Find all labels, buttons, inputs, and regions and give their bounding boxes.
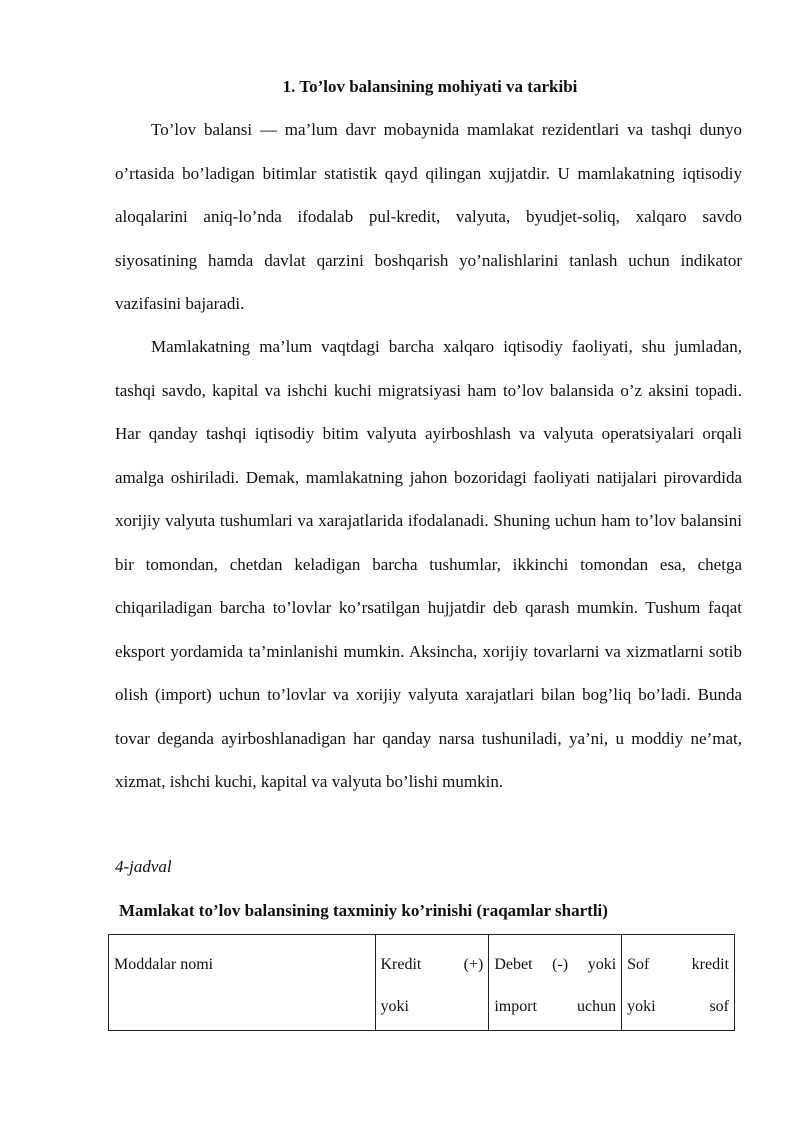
header-cell-credit-line2: yoki [380,998,409,1015]
table-title: Mamlakat to’lov balansining taxminiy ko’rinishi (raqamlar shartli) [119,901,608,920]
paragraph-1: To’lov balansi — ma’lum davr mobaynida mamlakat rezidentlari va tashqi dunyo o’rtasida bo’ladigan bitimlar statistik qayd qilingan xujjatdir. U mamlakatning iqtisodiy aloqalarini aniq-lo’nda ifodalab pul-kredit, valyuta, byudjet-soliq, xalqaro savdo siyosatining hamda davlat qarzini boshqarish yo’nalishlarini tanlash uchun indikator vazifasini bajaradi. [115,120,742,313]
header-cell-net-line1: Sof kredit [627,956,729,973]
table-header-row [109,935,735,1031]
header-cell-credit-line1: Kredit (+) [380,956,484,973]
header-cell-net-line2: yoki sof [627,998,729,1015]
paragraph-2: Mamlakatning ma’lum vaqtdagi barcha xalqaro iqtisodiy faoliyati, shu jumladan, tashqi savdo, kapital va ishchi kuchi migratsiyasi ham to’lov balansida o’z aksini topadi. Har qanday tashqi iqtisodiy bitim valyuta ayirboshlash va valyuta operatsiyalari orqali amalga oshiriladi. Demak, mamlakatning jahon bozoridagi faoliyati natijalari pirovardida xorijiy valyuta tushumlari va xarajatlarida ifodalanadi. Shuning uchun ham to’lov balansini bir tomondan, chetdan keladigan barcha tushumlar, ikkinchi tomondan esa, chetga chiqariladigan barcha to’lovlar ko’rsatilgan hujjatdir deb qarash mumkin. Tushum faqat eksport yordamida ta’minlanishi mumkin. Aksincha, xorijiy tovarlarni va xizmatlarni sotib olish (import) uchun to’lovlar va xorijiy valyuta xarajatlari bilan bog’liq bo’ladi. Bunda tovar deganda ayirboshlanadigan har qanday narsa tushuniladi, ya’ni, u moddiy ne’mat, xizmat, ishchi kuchi, kapital va valyuta bo’lishi mumkin. [115,337,742,791]
header-cell-items [109,935,376,1031]
header-cell-debit [489,935,622,1031]
section-heading: 1. To’lov balansining mohiyati va tarkibi [282,77,578,96]
header-cell-debit-line2: import uchun [494,998,617,1015]
balance-table [108,934,735,1031]
header-cell-net [622,935,735,1031]
header-cell-items-text: Moddalar nomi [114,956,214,973]
header-cell-debit-line1: Debet (-) yoki [494,956,617,973]
header-cell-credit [375,935,489,1031]
table-caption: 4-jadval [115,857,172,876]
